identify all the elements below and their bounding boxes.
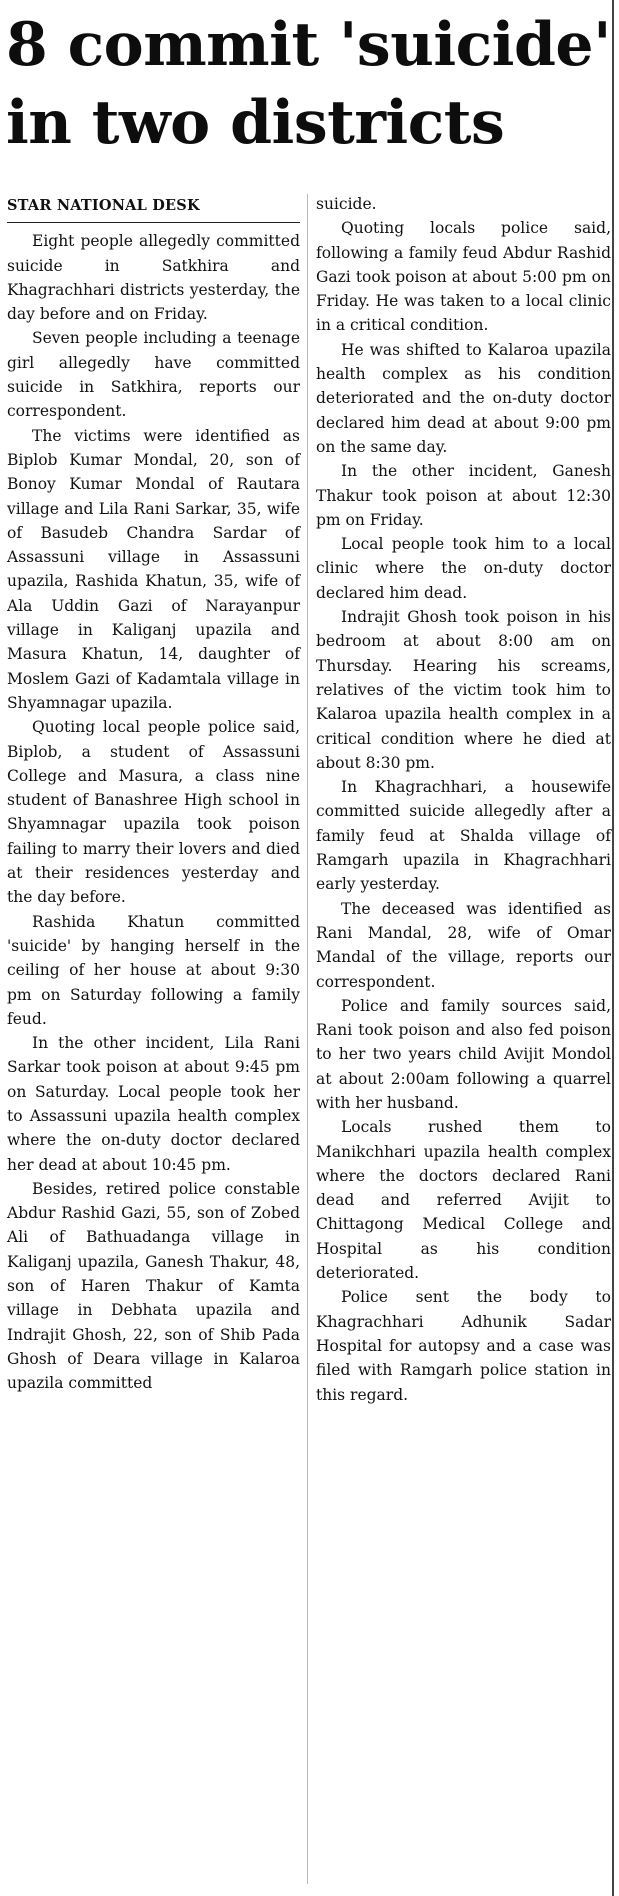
article-paragraph: Police and family sources said, Rani took poison and also fed poison to her two years child Avijit Mondol at about 2:00am following a quarrel with her husband. [316, 996, 611, 1112]
article-paragraph: Quoting locals police said, following a family feud Abdur Rashid Gazi took poison at about 5:00 pm on Friday. He was taken to a local clinic in a critical condition. [316, 219, 611, 335]
column-right [316, 192, 611, 1407]
article-paragraph: In Khagrachhari, a housewife committed suicide allegedly after a family feud at Shalda village of Ramgarh upazila in Khagrachhari early yesterday. [316, 778, 611, 894]
headline-line-2: in two districts [6, 88, 505, 158]
article-paragraph: Indrajit Ghosh took poison in his bedroom at about 8:00 am on Thursday. Hearing his screams, relatives of the victim took him to Kalaroa upazila health complex in a critical condition where he died at about 8:30 pm. [316, 608, 611, 772]
article-paragraph: Local people took him to a local clinic where the on-duty doctor declared him dead. [316, 535, 611, 602]
article-paragraph: In the other incident, Lila Rani Sarkar took poison at about 9:45 pm on Saturday. Local people took her to Assassuni upazila health complex where the on-duty doctor declared her dead at about 10:45 pm. [7, 1034, 300, 1174]
page-edge-rule [612, 0, 614, 1896]
column-left [7, 194, 300, 1396]
article-paragraph: Police sent the body to Khagrachhari Adhunik Sadar Hospital for autopsy and a case was filed with Ramgarh police station in this regard. [316, 1288, 611, 1404]
headline-line-1: 8 commit 'suicide' [6, 10, 611, 80]
article-paragraph: Eight people allegedly committed suicide in Satkhira and Khagrachhari districts yesterday, the day before and on Friday. [7, 232, 300, 324]
byline: STAR NATIONAL DESK [7, 194, 300, 223]
article-paragraph: The victims were identified as Biplob Kumar Mondal, 20, son of Bonoy Kumar Mondal of Rautara village and Lila Rani Sarkar, 35, wife of Basudeb Chandra Sardar of Assassuni village in Assassuni upazila, Rashida Khatun, 35, wife of Ala Uddin Gazi of Narayanpur village in Kaliganj upazila and Masura Khatun, 14, daughter of Moslem Gazi of Kadamtala village in Shyamnagar upazila. [7, 426, 300, 712]
article-paragraph: Rashida Khatun committed 'suicide' by hanging herself in the ceiling of her house at about 9:30 pm on Saturday following a family feud. [7, 912, 300, 1028]
column-divider [307, 194, 308, 1884]
article-paragraph: He was shifted to Kalaroa upazila health complex as his condition deteriorated and the on-duty doctor declared him dead at about 9:00 pm on the same day. [316, 340, 611, 456]
headline [6, 6, 611, 162]
article-paragraph-continued: suicide. [316, 195, 377, 213]
article-paragraph: Besides, retired police constable Abdur Rashid Gazi, 55, son of Zobed Ali of Bathuadanga village in Kaliganj upazila, Ganesh Thakur, 48, son of Haren Thakur of Kamta village in Debhata upazila and Indrajit Ghosh, 22, son of Shib Pada Ghosh of Deara village in Kalaroa upazila committed [7, 1179, 300, 1393]
article-paragraph: Seven people including a teenage girl allegedly have committed suicide in Satkhira, reports our correspondent. [7, 329, 300, 421]
article-paragraph: Quoting local people police said, Biplob, a student of Assassuni College and Masura, a class nine student of Banashree High school in Shyamnagar upazila took poison failing to marry their lovers and died at their residences yesterday and the day before. [7, 718, 300, 907]
article-paragraph: In the other incident, Ganesh Thakur took poison at about 12:30 pm on Friday. [316, 462, 611, 529]
article-paragraph: The deceased was identified as Rani Mandal, 28, wife of Omar Mandal of the village, reports our correspondent. [316, 899, 611, 991]
article-paragraph: Locals rushed them to Manikchhari upazila health complex where the doctors declared Rani dead and referred Avijit to Chittagong Medical College and Hospital as his condition deteriorated. [316, 1118, 611, 1283]
